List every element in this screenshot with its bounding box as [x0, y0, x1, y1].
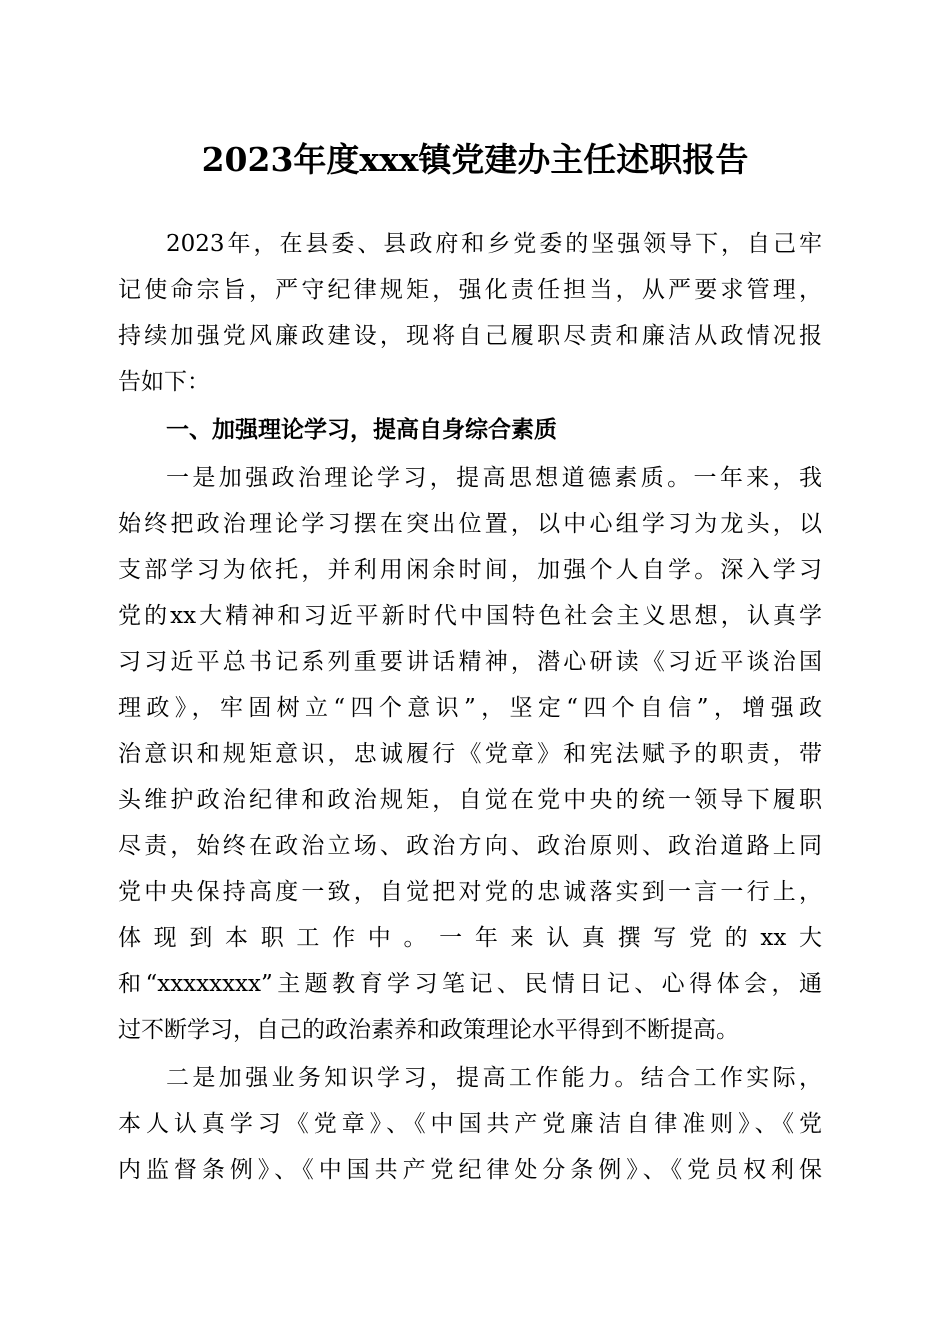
para1-line: 头维护政治纪律和政治规矩，自觉在党中央的统一领导下履职 — [118, 787, 822, 813]
intro-line-3: 持续加强党风廉政建设，现将自己履职尽责和廉洁从政情况报 — [118, 323, 822, 349]
para1-line: 过不断学习，自己的政治素养和政策理论水平得到不断提高。 — [118, 1017, 739, 1043]
para1-line-1 — [166, 456, 822, 500]
section-heading-1: 一、加强理论学习，提高自身综合素质 — [166, 417, 557, 443]
para2-line: 内监督条例》、《中国共产党纪律处分条例》、《党员权利保 — [118, 1157, 822, 1183]
para1-line: 治意识和规矩意识，忠诚履行《党章》和宪法赋予的职责，带 — [118, 741, 822, 767]
intro-line-4: 告如下： — [118, 369, 210, 395]
intro-line-2: 记使命宗旨，严守纪律规矩，强化责任担当，从严要求管理， — [118, 277, 822, 303]
para1-line1-rest: 一年来，我 — [693, 465, 822, 491]
para1-line: 始终把政治理论学习摆在突出位置，以中心组学习为龙头，以 — [118, 511, 822, 537]
para2-lead: 二是加强业务知识学习，提高工作能力。 — [166, 1065, 641, 1091]
intro-line-1: 2023年，在县委、县政府和乡党委的坚强领导下，自己牢 — [166, 231, 822, 257]
para1-line: 尽责，始终在政治立场、政治方向、政治原则、政治道路上同 — [118, 833, 822, 859]
para1-line: 党中央保持高度一致，自觉把对党的忠诚落实到一言一行上， — [118, 879, 822, 905]
para1-line: 理政》，牢固树立“四个意识”，坚定“四个自信”，增强政 — [118, 695, 822, 721]
para2-line: 本人认真学习《党章》、《中国共产党廉洁自律准则》、《党 — [118, 1111, 822, 1137]
para2-line-1 — [166, 1056, 822, 1100]
document-title: 2023年度xxx镇党建办主任述职报告 — [201, 140, 749, 179]
para2-line1-rest: 结合工作实际， — [640, 1065, 822, 1091]
para1-line: 和“xxxxxxxx”主题教育学习笔记、民情日记、心得体会，通 — [118, 971, 822, 997]
para1-line: 习习近平总书记系列重要讲话精神，潜心研读《习近平谈治国 — [118, 649, 822, 675]
para1-line: 体现到本职工作中。一年来认真撰写党的xx大 — [118, 925, 822, 951]
para1-line: 党的xx大精神和习近平新时代中国特色社会主义思想，认真学 — [118, 603, 822, 629]
para1-lead: 一是加强政治理论学习，提高思想道德素质。 — [166, 465, 694, 491]
para1-line: 支部学习为依托，并利用闲余时间，加强个人自学。深入学习 — [118, 557, 822, 583]
